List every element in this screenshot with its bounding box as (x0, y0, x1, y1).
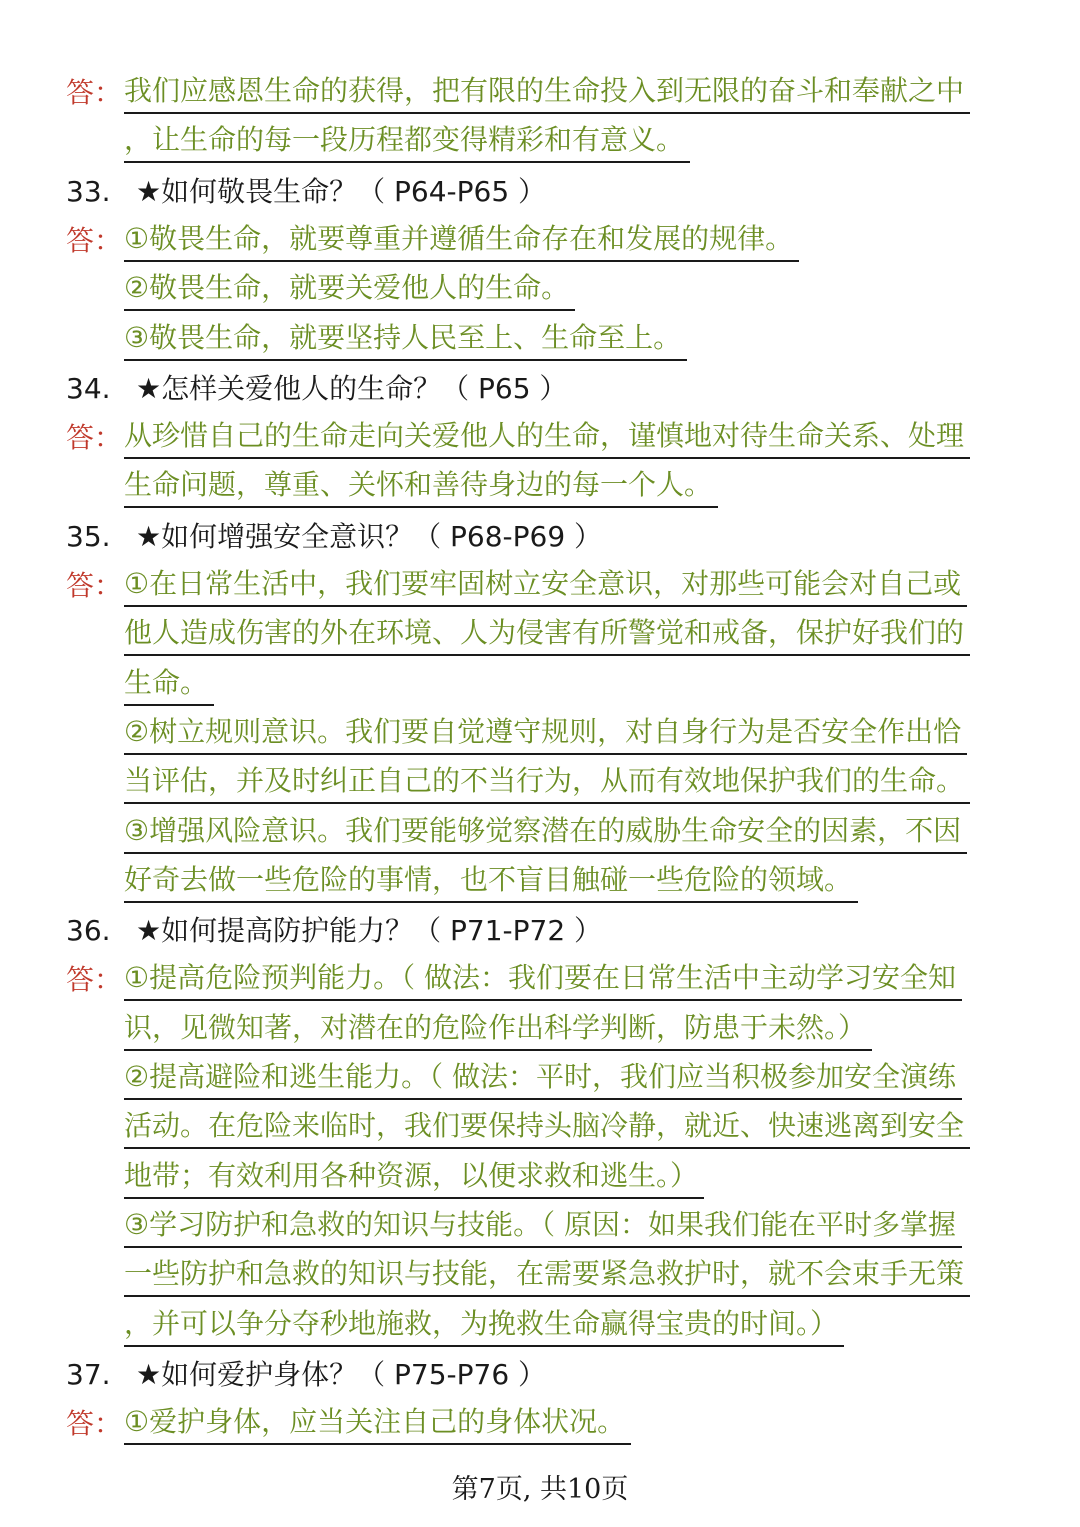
answer-text: ③学习防护和急救的知识与技能。（ 原因：如果我们能在平时多掌握 (124, 1202, 962, 1248)
question-line (0, 1350, 1080, 1399)
answer-text: 他人造成伤害的外在环境、人为侵害有所警觉和戒备，保护好我们的 (124, 610, 970, 656)
answer-line (0, 1202, 1080, 1251)
answer-text: ③增强风险意识。我们要能够觉察潜在的威胁生命安全的因素，不因 (124, 808, 967, 854)
answer-line (0, 709, 1080, 758)
answer-label: 答： (66, 963, 123, 997)
answer-text: ①提高危险预判能力。（ 做法：我们要在日常生活中主动学习安全知 (124, 955, 962, 1001)
answer-text: 活动。在危险来临时，我们要保持头脑冷静，就近、快速逃离到安全 (124, 1103, 970, 1149)
answer-line (0, 68, 1080, 117)
question-text: ★如何爱护身体？（ P75-P76 ） (136, 1357, 547, 1391)
answer-text: ②树立规则意识。我们要自觉遵守规则，对自身行为是否安全作出恰 (124, 709, 967, 755)
question-line (0, 512, 1080, 561)
question-number: 35. (66, 519, 111, 553)
answer-label: 答： (66, 421, 123, 455)
question-text: ★如何敬畏生命？（ P64-P65 ） (136, 174, 547, 208)
answer-text: ，让生命的每一段历程都变得精彩和有意义。 (124, 117, 690, 163)
answer-line (0, 117, 1080, 166)
answer-line (0, 462, 1080, 511)
question-number: 37. (66, 1357, 111, 1391)
answer-line (0, 1251, 1080, 1300)
answer-text: 好奇去做一些危险的事情，也不盲目触碰一些危险的领域。 (124, 857, 858, 903)
answer-line (0, 413, 1080, 462)
answer-line (0, 561, 1080, 610)
answer-line (0, 857, 1080, 906)
answer-label: 答： (66, 223, 123, 257)
question-text: ★如何提高防护能力？（ P71-P72 ） (136, 914, 603, 948)
question-line (0, 167, 1080, 216)
answer-line (0, 1103, 1080, 1152)
answer-text: ③敬畏生命，就要坚持人民至上、生命至上。 (124, 315, 687, 361)
answer-text: 从珍惜自己的生命走向关爱他人的生命，谨慎地对待生命关系、处理 (124, 413, 970, 459)
question-number: 34. (66, 371, 111, 405)
answer-text: 一些防护和急救的知识与技能，在需要紧急救护时，就不会束手无策 (124, 1251, 970, 1297)
answer-text: 生命。 (124, 660, 214, 706)
question-line (0, 906, 1080, 955)
answer-line (0, 216, 1080, 265)
answer-text: ②敬畏生命，就要关爱他人的生命。 (124, 265, 575, 311)
answer-text: 识，见微知著，对潜在的危险作出科学判断，防患于未然。） (124, 1005, 872, 1051)
answer-line (0, 758, 1080, 807)
answer-line (0, 1301, 1080, 1350)
answer-text: 地带；有效利用各种资源，以便求救和逃生。） (124, 1153, 704, 1199)
answer-line (0, 315, 1080, 364)
question-line (0, 364, 1080, 413)
answer-line (0, 265, 1080, 314)
question-number: 36. (66, 914, 111, 948)
question-text: ★怎样关爱他人的生命？（ P65 ） (136, 371, 568, 405)
answer-text: ①敬畏生命，就要尊重并遵循生命存在和发展的规律。 (124, 216, 799, 262)
answer-text: ①爱护身体，应当关注自己的身体状况。 (124, 1399, 631, 1445)
answer-line (0, 1054, 1080, 1103)
question-text: ★如何增强安全意识？（ P68-P69 ） (136, 519, 603, 553)
answer-text: 生命问题，尊重、关怀和善待身边的每一个人。 (124, 462, 718, 508)
answer-line (0, 660, 1080, 709)
answer-label: 答： (66, 76, 123, 109)
answer-line (0, 1005, 1080, 1054)
answer-line (0, 1399, 1080, 1448)
answer-text: ，并可以争分夺秒地施救，为挽救生命赢得宝贵的时间。） (124, 1301, 844, 1347)
answer-line (0, 1153, 1080, 1202)
answer-text: ①在日常生活中，我们要牢固树立安全意识，对那些可能会对自己或 (124, 561, 967, 607)
answer-label: 答： (66, 1407, 123, 1441)
answer-line (0, 808, 1080, 857)
question-number: 33. (66, 174, 111, 208)
answer-text: 我们应感恩生命的获得，把有限的生命投入到无限的奋斗和奉献之中 (124, 68, 970, 114)
answer-line (0, 955, 1080, 1004)
answer-text: ②提高避险和逃生能力。（ 做法：平时，我们应当积极参加安全演练 (124, 1054, 962, 1100)
answer-label: 答： (66, 569, 123, 602)
page-footer: 第7页, 共10页 (451, 1474, 629, 1505)
answer-text: 当评估，并及时纠正自己的不当行为，从而有效地保护我们的生命。 (124, 758, 970, 804)
answer-line (0, 610, 1080, 659)
